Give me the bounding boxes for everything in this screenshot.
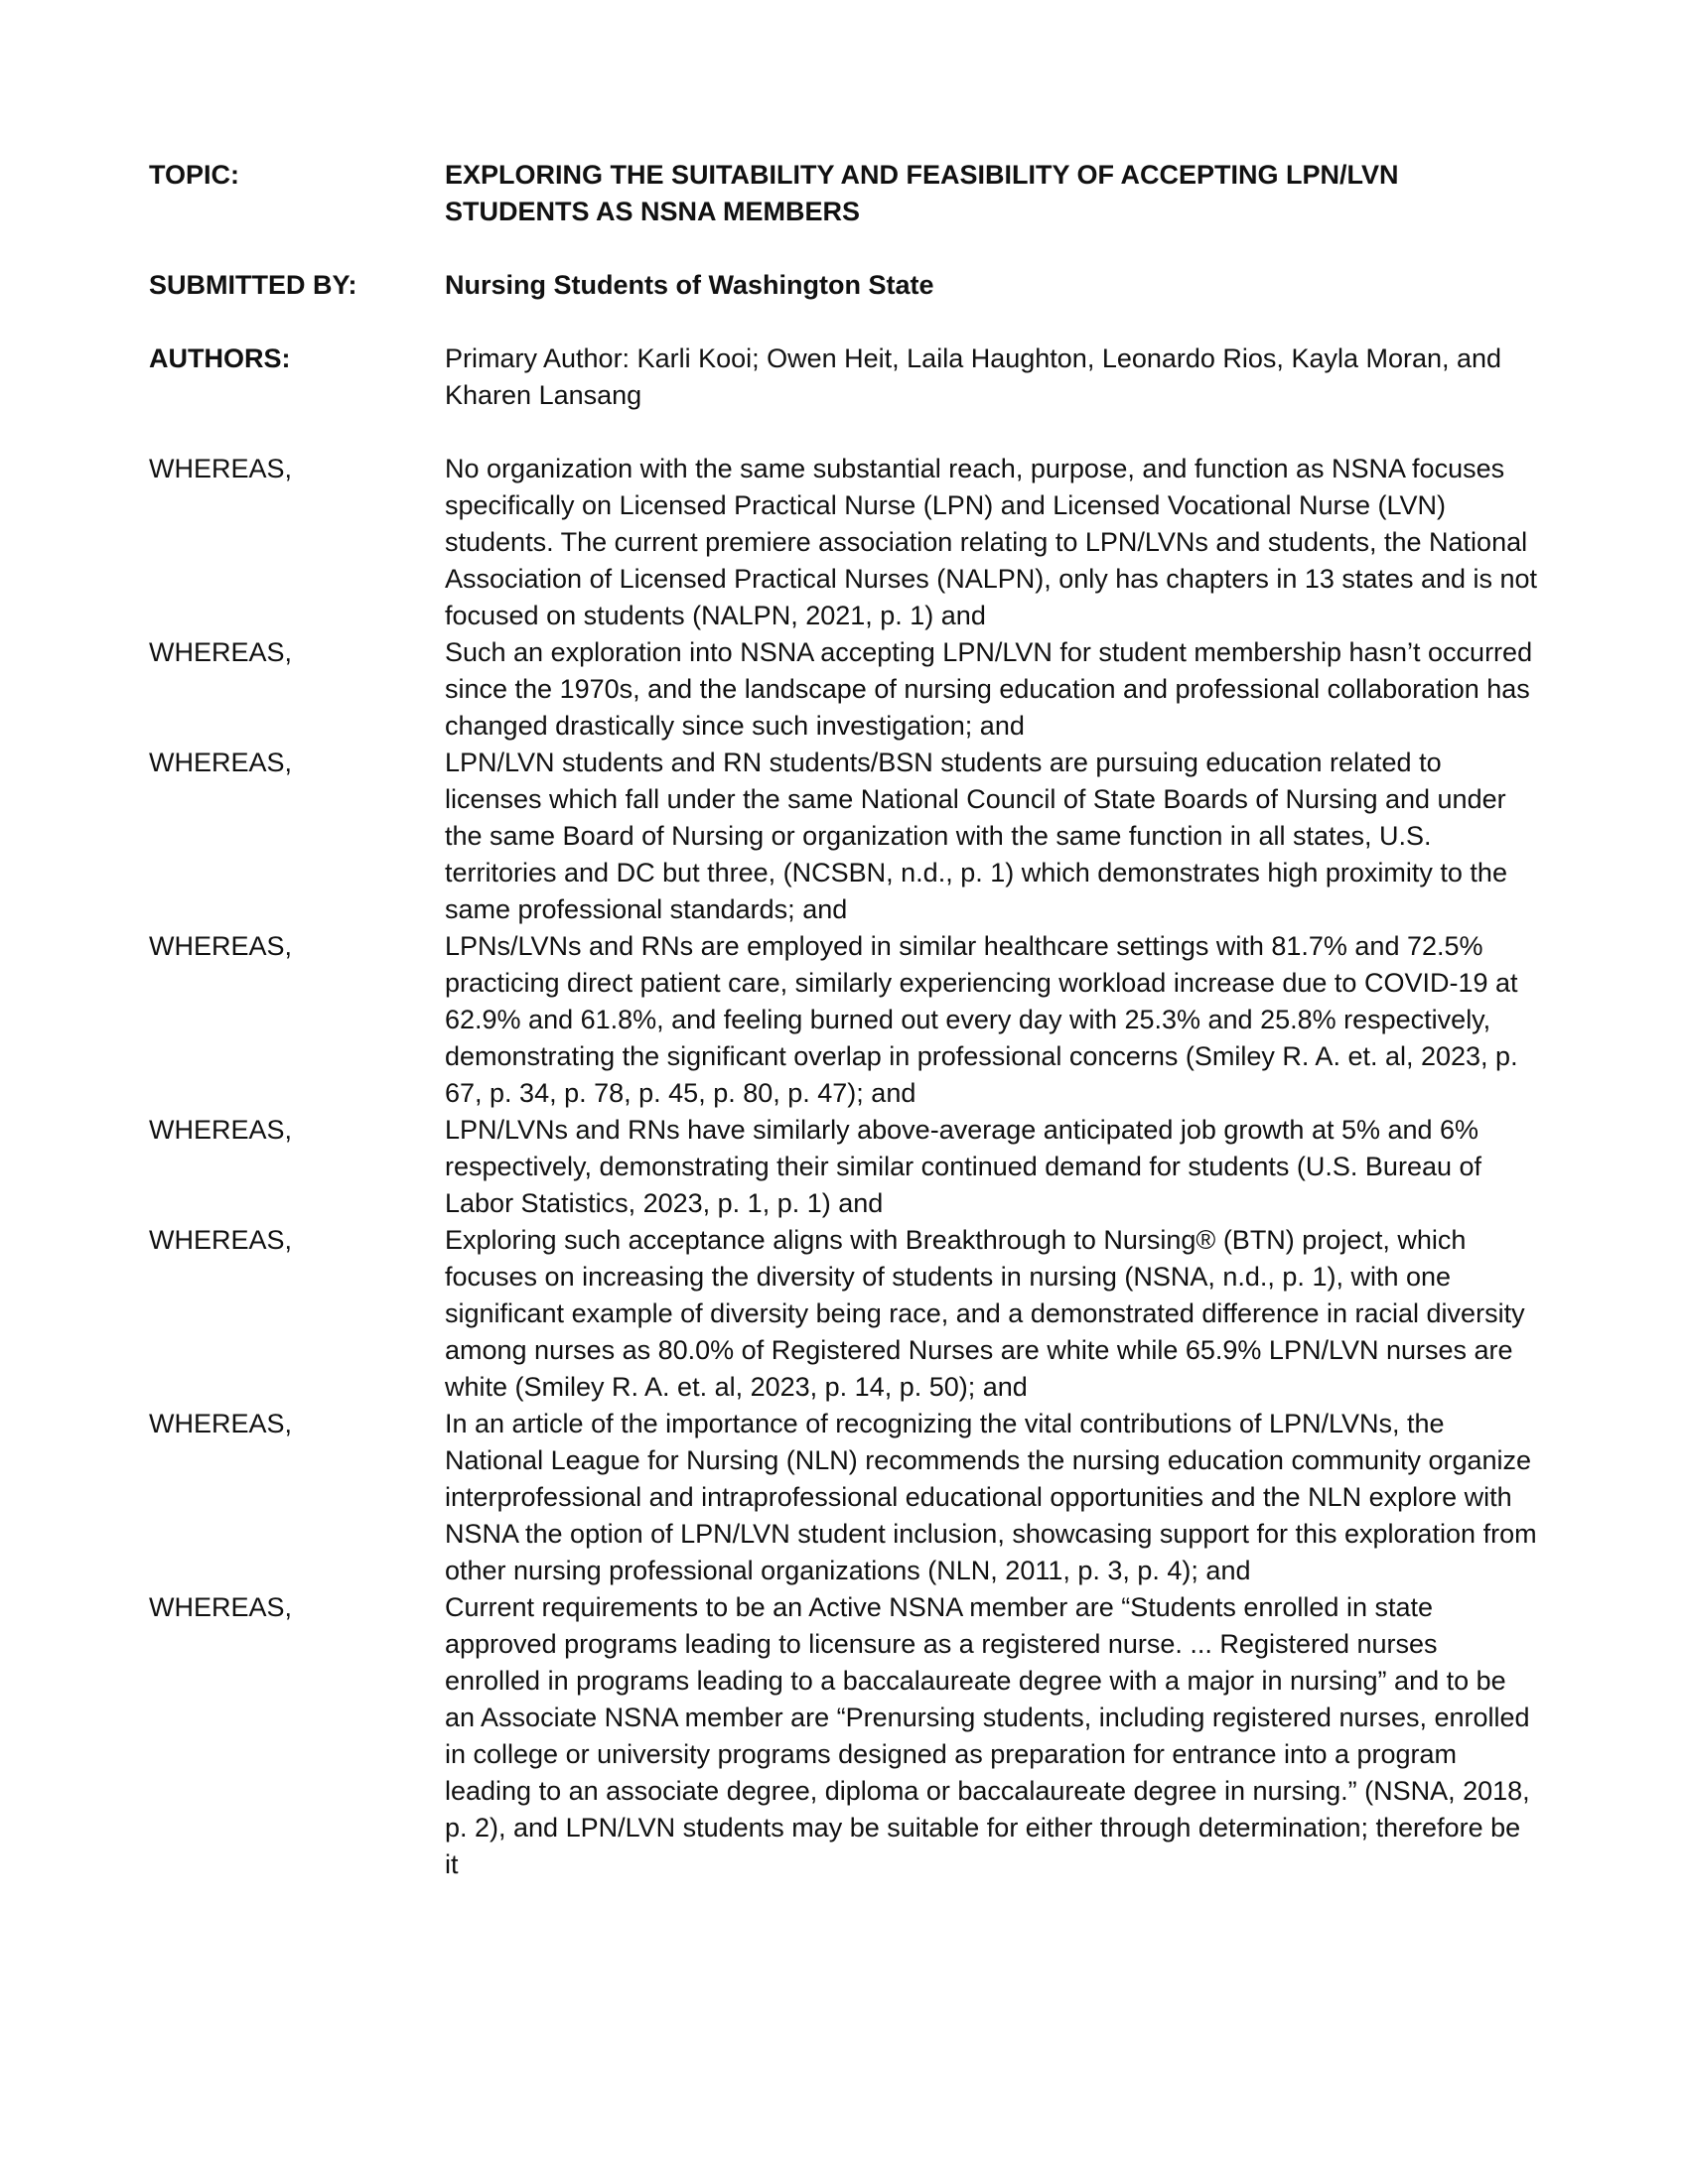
whereas-clause	[149, 1589, 1539, 1883]
whereas-text: In an article of the importance of recognizing the vital contributions of LPN/LVNs, the National League for Nursing (NLN) recommends the nursing education community organize interprofessional and intraprofessional educational opportunities and the NLN explore with NSNA the option of LPN/LVN student inclusion, showcasing support for this exploration from other nursing professional organizations (NLN, 2011, p. 3, p. 4); and	[445, 1409, 1537, 1585]
whereas-text: Current requirements to be an Active NSNA member are “Students enrolled in state approved programs leading to licensure as a registered nurse. ... Registered nurses enrolled in programs leading to a baccalaureate degree with a major in nursing” and to be an Associate NSNA member are “Prenursing students, including registered nurses, enrolled in college or university programs designed as preparation for entrance into a program leading to an associate degree, diploma or baccalaureate degree in nursing.” (NSNA, 2018, p. 2), and LPN/LVN students may be suitable for either through determination; therefore be it	[445, 1592, 1530, 1879]
whereas-clause	[149, 1222, 1539, 1406]
whereas-text: LPNs/LVNs and RNs are employed in similar healthcare settings with 81.7% and 72.5% practicing direct patient care, similarly experiencing workload increase due to COVID-19 at 62.9% and 61.8%, and feeling burned out every day with 25.3% and 25.8% respectively, demonstrating the significant overlap in professional concerns (Smiley R. A. et. al, 2023, p. 67, p. 34, p. 78, p. 45, p. 80, p. 47); and	[445, 931, 1518, 1108]
topic-label: TOPIC:	[149, 160, 240, 190]
submitted-by-label: SUBMITTED BY:	[149, 270, 357, 300]
whereas-text: Such an exploration into NSNA accepting LPN/LVN for student membership hasn’t occurred since the 1970s, and the landscape of nursing education and professional collaboration has changed drastically since such investigation; and	[445, 637, 1533, 741]
whereas-clause	[149, 1406, 1539, 1589]
resolution-document	[149, 157, 1539, 1883]
whereas-label: WHEREAS,	[149, 1225, 293, 1255]
whereas-clause	[149, 745, 1539, 928]
whereas-text: LPN/LVN students and RN students/BSN students are pursuing education related to licenses which fall under the same National Council of State Boards of Nursing and under the same Board of Nursing or organization with the same function in all states, U.S. territories and DC but three, (NCSBN, n.d., p. 1) which demonstrates high proximity to the same professional standards; and	[445, 748, 1507, 924]
topic-row	[149, 157, 1539, 230]
whereas-clause	[149, 1112, 1539, 1222]
authors-label: AUTHORS:	[149, 343, 291, 373]
authors-value: Primary Author: Karli Kooi; Owen Heit, Laila Haughton, Leonardo Rios, Kayla Moran, and Kharen Lansang	[445, 343, 1502, 410]
whereas-clause	[149, 451, 1539, 634]
submitted-by-value: Nursing Students of Washington State	[445, 270, 934, 300]
whereas-clause	[149, 928, 1539, 1112]
authors-row	[149, 341, 1539, 414]
whereas-label: WHEREAS,	[149, 637, 293, 667]
whereas-text: No organization with the same substantial reach, purpose, and function as NSNA focuses specifically on Licensed Practical Nurse (LPN) and Licensed Vocational Nurse (LVN) students. The current premiere association relating to LPN/LVNs and students, the National Association of Licensed Practical Nurses (NALPN), only has chapters in 13 states and is not focused on students (NALPN, 2021, p. 1) and	[445, 454, 1538, 630]
submitted-by-row	[149, 267, 1539, 304]
whereas-clauses	[149, 451, 1539, 1883]
whereas-text: LPN/LVNs and RNs have similarly above-average anticipated job growth at 5% and 6% respectively, demonstrating their similar continued demand for students (U.S. Bureau of Labor Statistics, 2023, p. 1, p. 1) and	[445, 1115, 1482, 1218]
whereas-label: WHEREAS,	[149, 931, 293, 961]
whereas-label: WHEREAS,	[149, 748, 293, 777]
topic-value: EXPLORING THE SUITABILITY AND FEASIBILITY OF ACCEPTING LPN/LVN STUDENTS AS NSNA MEMBERS	[445, 160, 1399, 226]
whereas-text: Exploring such acceptance aligns with Breakthrough to Nursing® (BTN) project, which focuses on increasing the diversity of students in nursing (NSNA, n.d., p. 1), with one significant example of diversity being race, and a demonstrated difference in racial diversity among nurses as 80.0% of Registered Nurses are white while 65.9% LPN/LVN nurses are white (Smiley R. A. et. al, 2023, p. 14, p. 50); and	[445, 1225, 1525, 1402]
whereas-label: WHEREAS,	[149, 1409, 293, 1438]
whereas-label: WHEREAS,	[149, 1592, 293, 1622]
whereas-label: WHEREAS,	[149, 1115, 293, 1145]
whereas-label: WHEREAS,	[149, 454, 293, 483]
whereas-clause	[149, 634, 1539, 745]
